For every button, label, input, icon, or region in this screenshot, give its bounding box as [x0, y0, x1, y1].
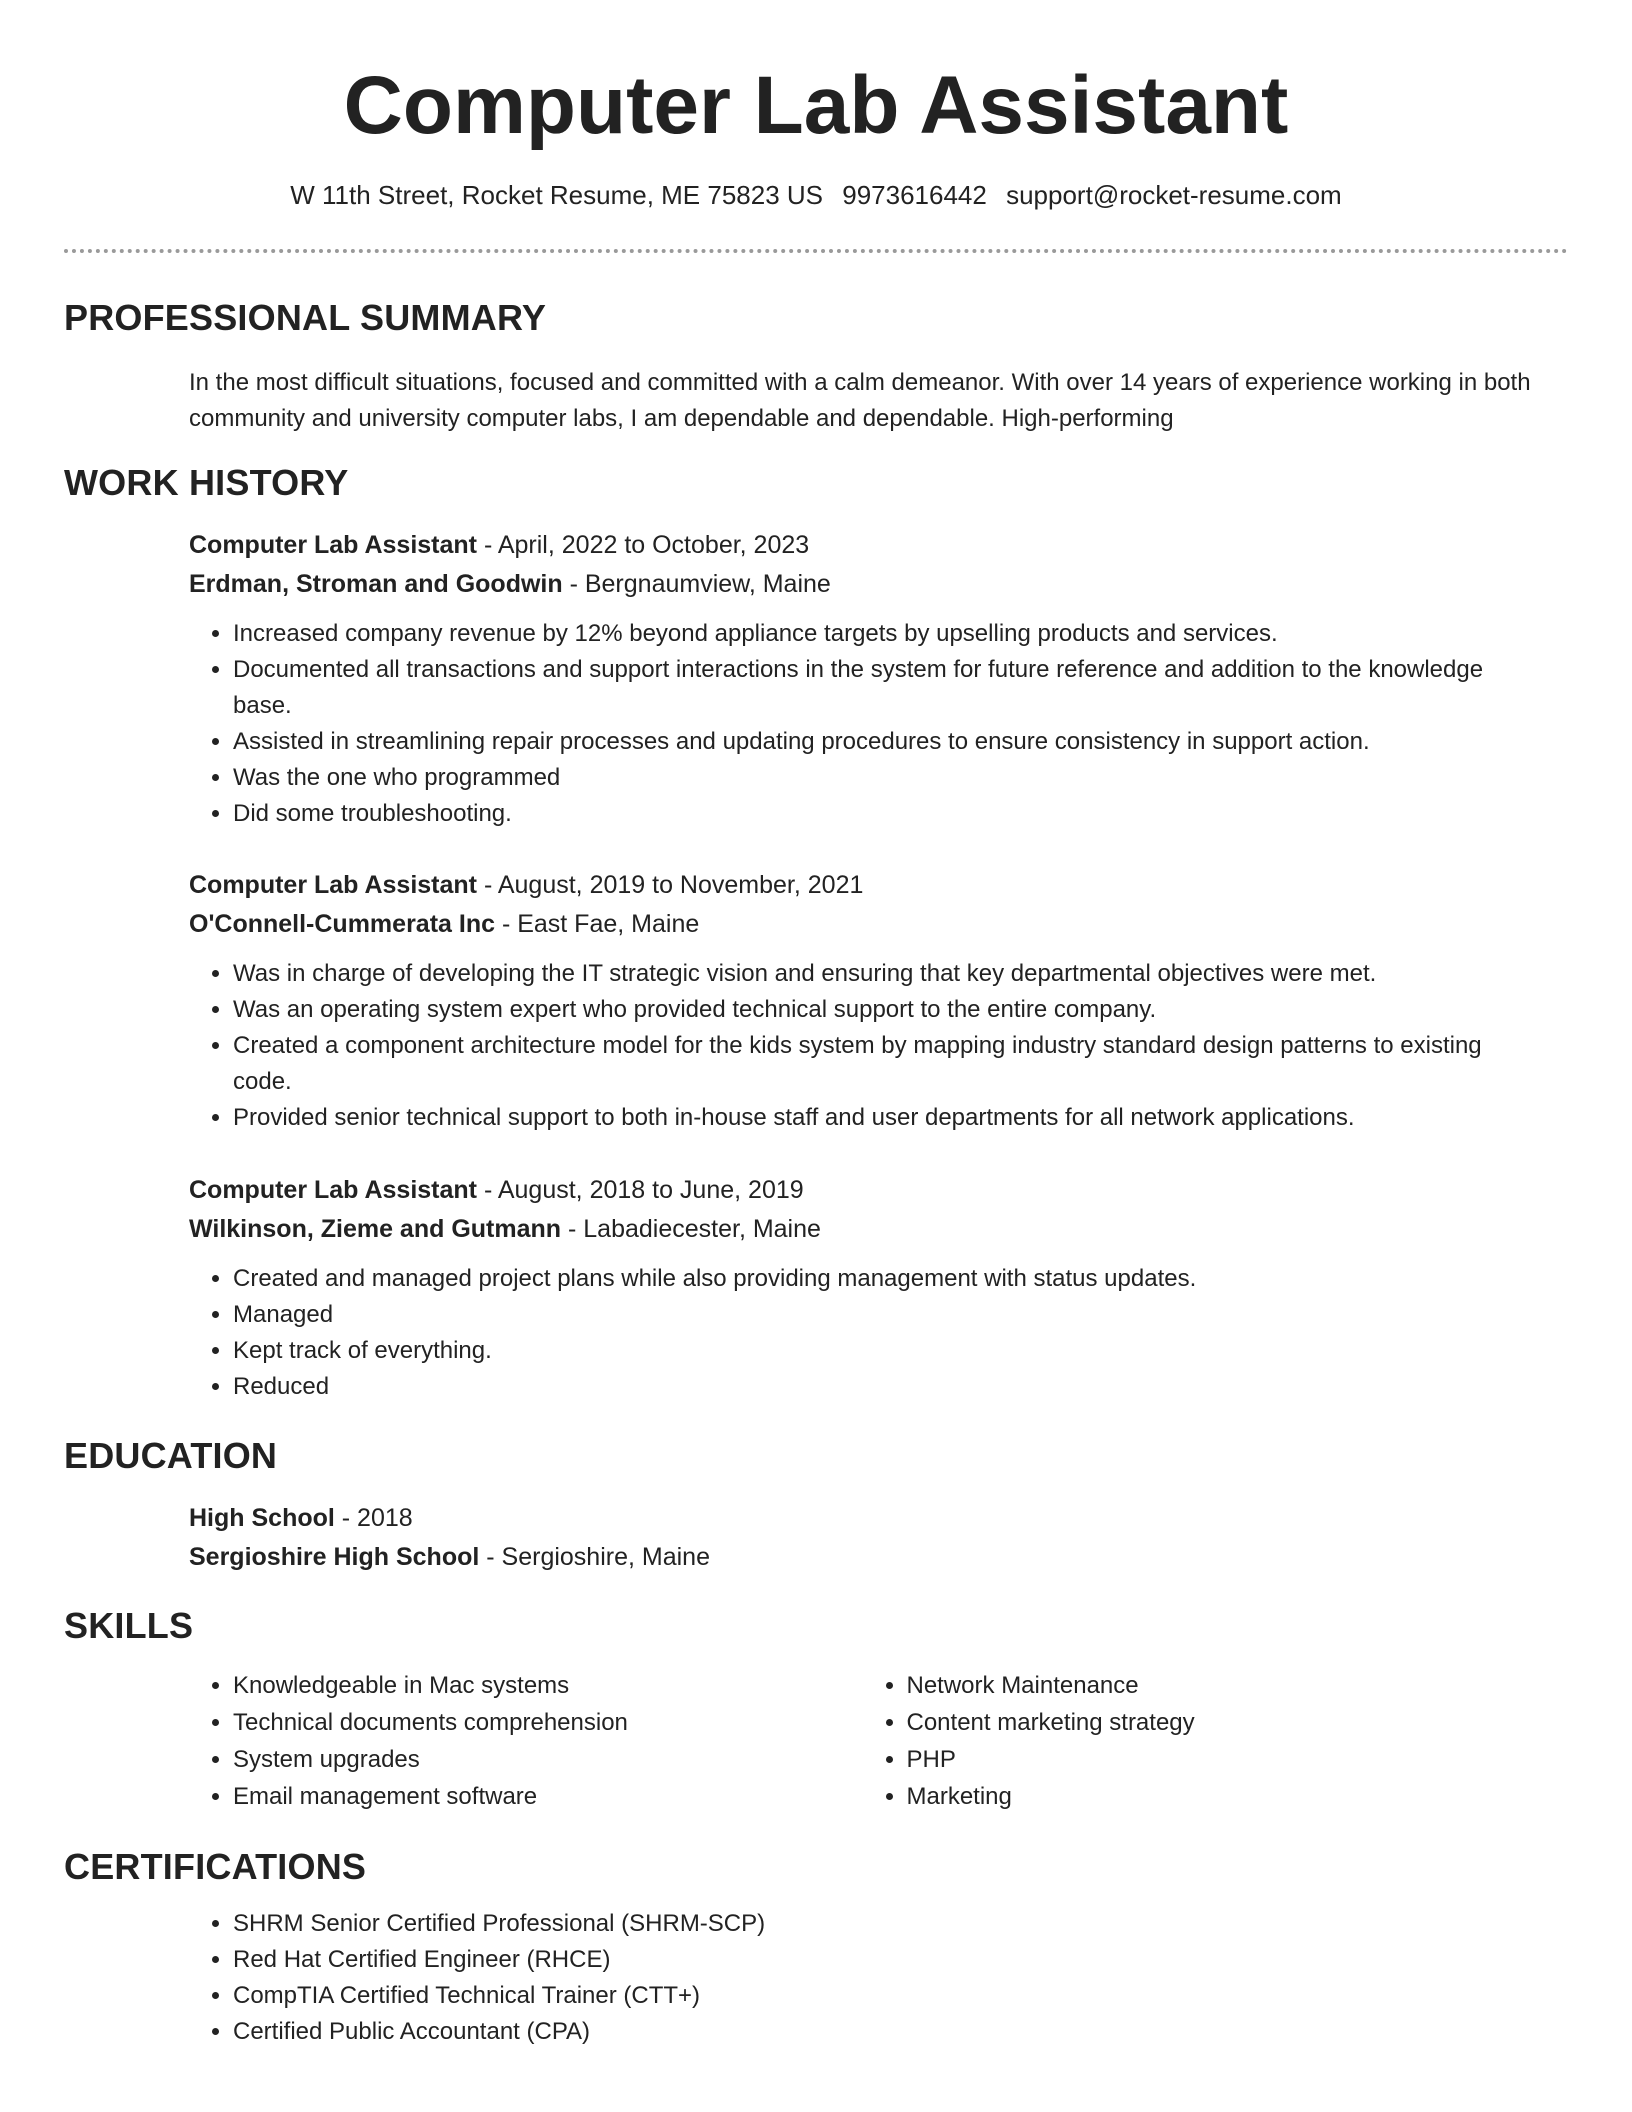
- list-item: • Network Maintenance: [907, 1667, 1537, 1704]
- section-title-skills: SKILLS: [64, 1605, 194, 1646]
- list-item: • System upgrades: [233, 1741, 863, 1778]
- job-dates: - April, 2022 to October, 2023: [477, 531, 810, 559]
- list-item: • Email management software: [233, 1778, 863, 1815]
- list-item: • Kept track of everything.: [233, 1333, 1536, 1369]
- summary-text: In the most difficult situations, focused and committed with a calm demeanor. With over 14 years of experience working in both community and university computer labs, I am dependable and dependable. High-performing: [189, 369, 1531, 432]
- list-item: • Provided senior technical support to both in-house staff and user departments for all network applications.: [233, 1100, 1536, 1136]
- list-item: • Was in charge of developing the IT strategic vision and ensuring that key departmental objectives were met.: [233, 956, 1536, 992]
- list-item: • Was the one who programmed: [233, 760, 1536, 796]
- job-role: Computer Lab Assistant: [189, 1176, 478, 1204]
- job-title-line: [189, 526, 1536, 565]
- education-degree: High School: [189, 1504, 335, 1532]
- job-entry: [189, 1171, 1536, 1405]
- header-divider: [64, 249, 1568, 253]
- list-item: • CompTIA Certified Technical Trainer (CTT+): [233, 1978, 1536, 2014]
- list-item: • Marketing: [907, 1778, 1537, 1815]
- contact-email: support@rocket-resume.com: [1006, 180, 1342, 210]
- job-company: Wilkinson, Zieme and Gutmann: [189, 1215, 562, 1243]
- certifications-bullets: [189, 1906, 1536, 2050]
- job-role: Computer Lab Assistant: [189, 531, 478, 559]
- job-location: - Bergnaumview, Maine: [562, 570, 831, 598]
- education-entry: [189, 1499, 1536, 1577]
- section-title-education: EDUCATION: [64, 1435, 278, 1476]
- skills-grid: [189, 1667, 1536, 1815]
- job-title-line: [189, 1171, 1536, 1210]
- list-item: • Increased company revenue by 12% beyond appliance targets by upselling products and services.: [233, 616, 1536, 652]
- skills-column-right: [863, 1667, 1537, 1815]
- list-item: • Content marketing strategy: [907, 1704, 1537, 1741]
- list-item: • Certified Public Accountant (CPA): [233, 2014, 1536, 2050]
- certifications-list: [189, 1906, 1536, 2050]
- education-school: Sergioshire High School: [189, 1543, 480, 1571]
- contact-phone: 9973616442: [842, 180, 987, 210]
- job-company: O'Connell-Cummerata Inc: [189, 910, 495, 938]
- job-bullets: [189, 1261, 1536, 1405]
- list-item: • Reduced: [233, 1369, 1536, 1405]
- job-bullets: [189, 616, 1536, 832]
- job-dates: - August, 2019 to November, 2021: [477, 871, 864, 899]
- list-item: • Did some troubleshooting.: [233, 796, 1536, 832]
- contact-address: W 11th Street, Rocket Resume, ME 75823 US: [290, 180, 824, 210]
- skills-list: [189, 1667, 1536, 1815]
- education-year: - 2018: [334, 1504, 413, 1532]
- job-location: - Labadiecester, Maine: [561, 1215, 821, 1243]
- list-item: • PHP: [907, 1741, 1537, 1778]
- job-company-line: [189, 1210, 1536, 1249]
- section-title-work-history: WORK HISTORY: [64, 462, 349, 503]
- section-title-certifications: CERTIFICATIONS: [64, 1846, 367, 1887]
- job-company: Erdman, Stroman and Goodwin: [189, 570, 563, 598]
- resume-name: Computer Lab Assistant: [343, 60, 1289, 151]
- education-location: - Sergioshire, Maine: [479, 1543, 710, 1571]
- job-entry: [189, 526, 1536, 832]
- list-item: • Was an operating system expert who provided technical support to the entire company.: [233, 992, 1536, 1028]
- skills-column-left: [189, 1667, 863, 1815]
- job-dates: - August, 2018 to June, 2019: [477, 1176, 804, 1204]
- list-item: • Created and managed project plans while also providing management with status updates.: [233, 1261, 1536, 1297]
- job-location: - East Fae, Maine: [495, 910, 700, 938]
- job-company-line: [189, 565, 1536, 604]
- education-school-line: [189, 1538, 1536, 1577]
- list-item: • Red Hat Certified Engineer (RHCE): [233, 1942, 1536, 1978]
- job-role: Computer Lab Assistant: [189, 871, 478, 899]
- list-item: • SHRM Senior Certified Professional (SHRM-SCP): [233, 1906, 1536, 1942]
- job-bullets: [189, 956, 1536, 1136]
- list-item: • Managed: [233, 1297, 1536, 1333]
- list-item: • Documented all transactions and support interactions in the system for future reference and addition to the knowledge base.: [233, 652, 1536, 724]
- list-item: • Created a component architecture model for the kids system by mapping industry standard design patterns to existing code.: [233, 1028, 1536, 1100]
- list-item: • Assisted in streamlining repair processes and updating procedures to ensure consistency in support action.: [233, 724, 1536, 760]
- job-entry: [189, 866, 1536, 1136]
- section-title-summary: PROFESSIONAL SUMMARY: [64, 297, 547, 338]
- job-title-line: [189, 866, 1536, 905]
- list-item: • Knowledgeable in Mac systems: [233, 1667, 863, 1704]
- job-company-line: [189, 905, 1536, 944]
- education-degree-line: [189, 1499, 1536, 1538]
- contact-line: [0, 178, 1632, 212]
- list-item: • Technical documents comprehension: [233, 1704, 863, 1741]
